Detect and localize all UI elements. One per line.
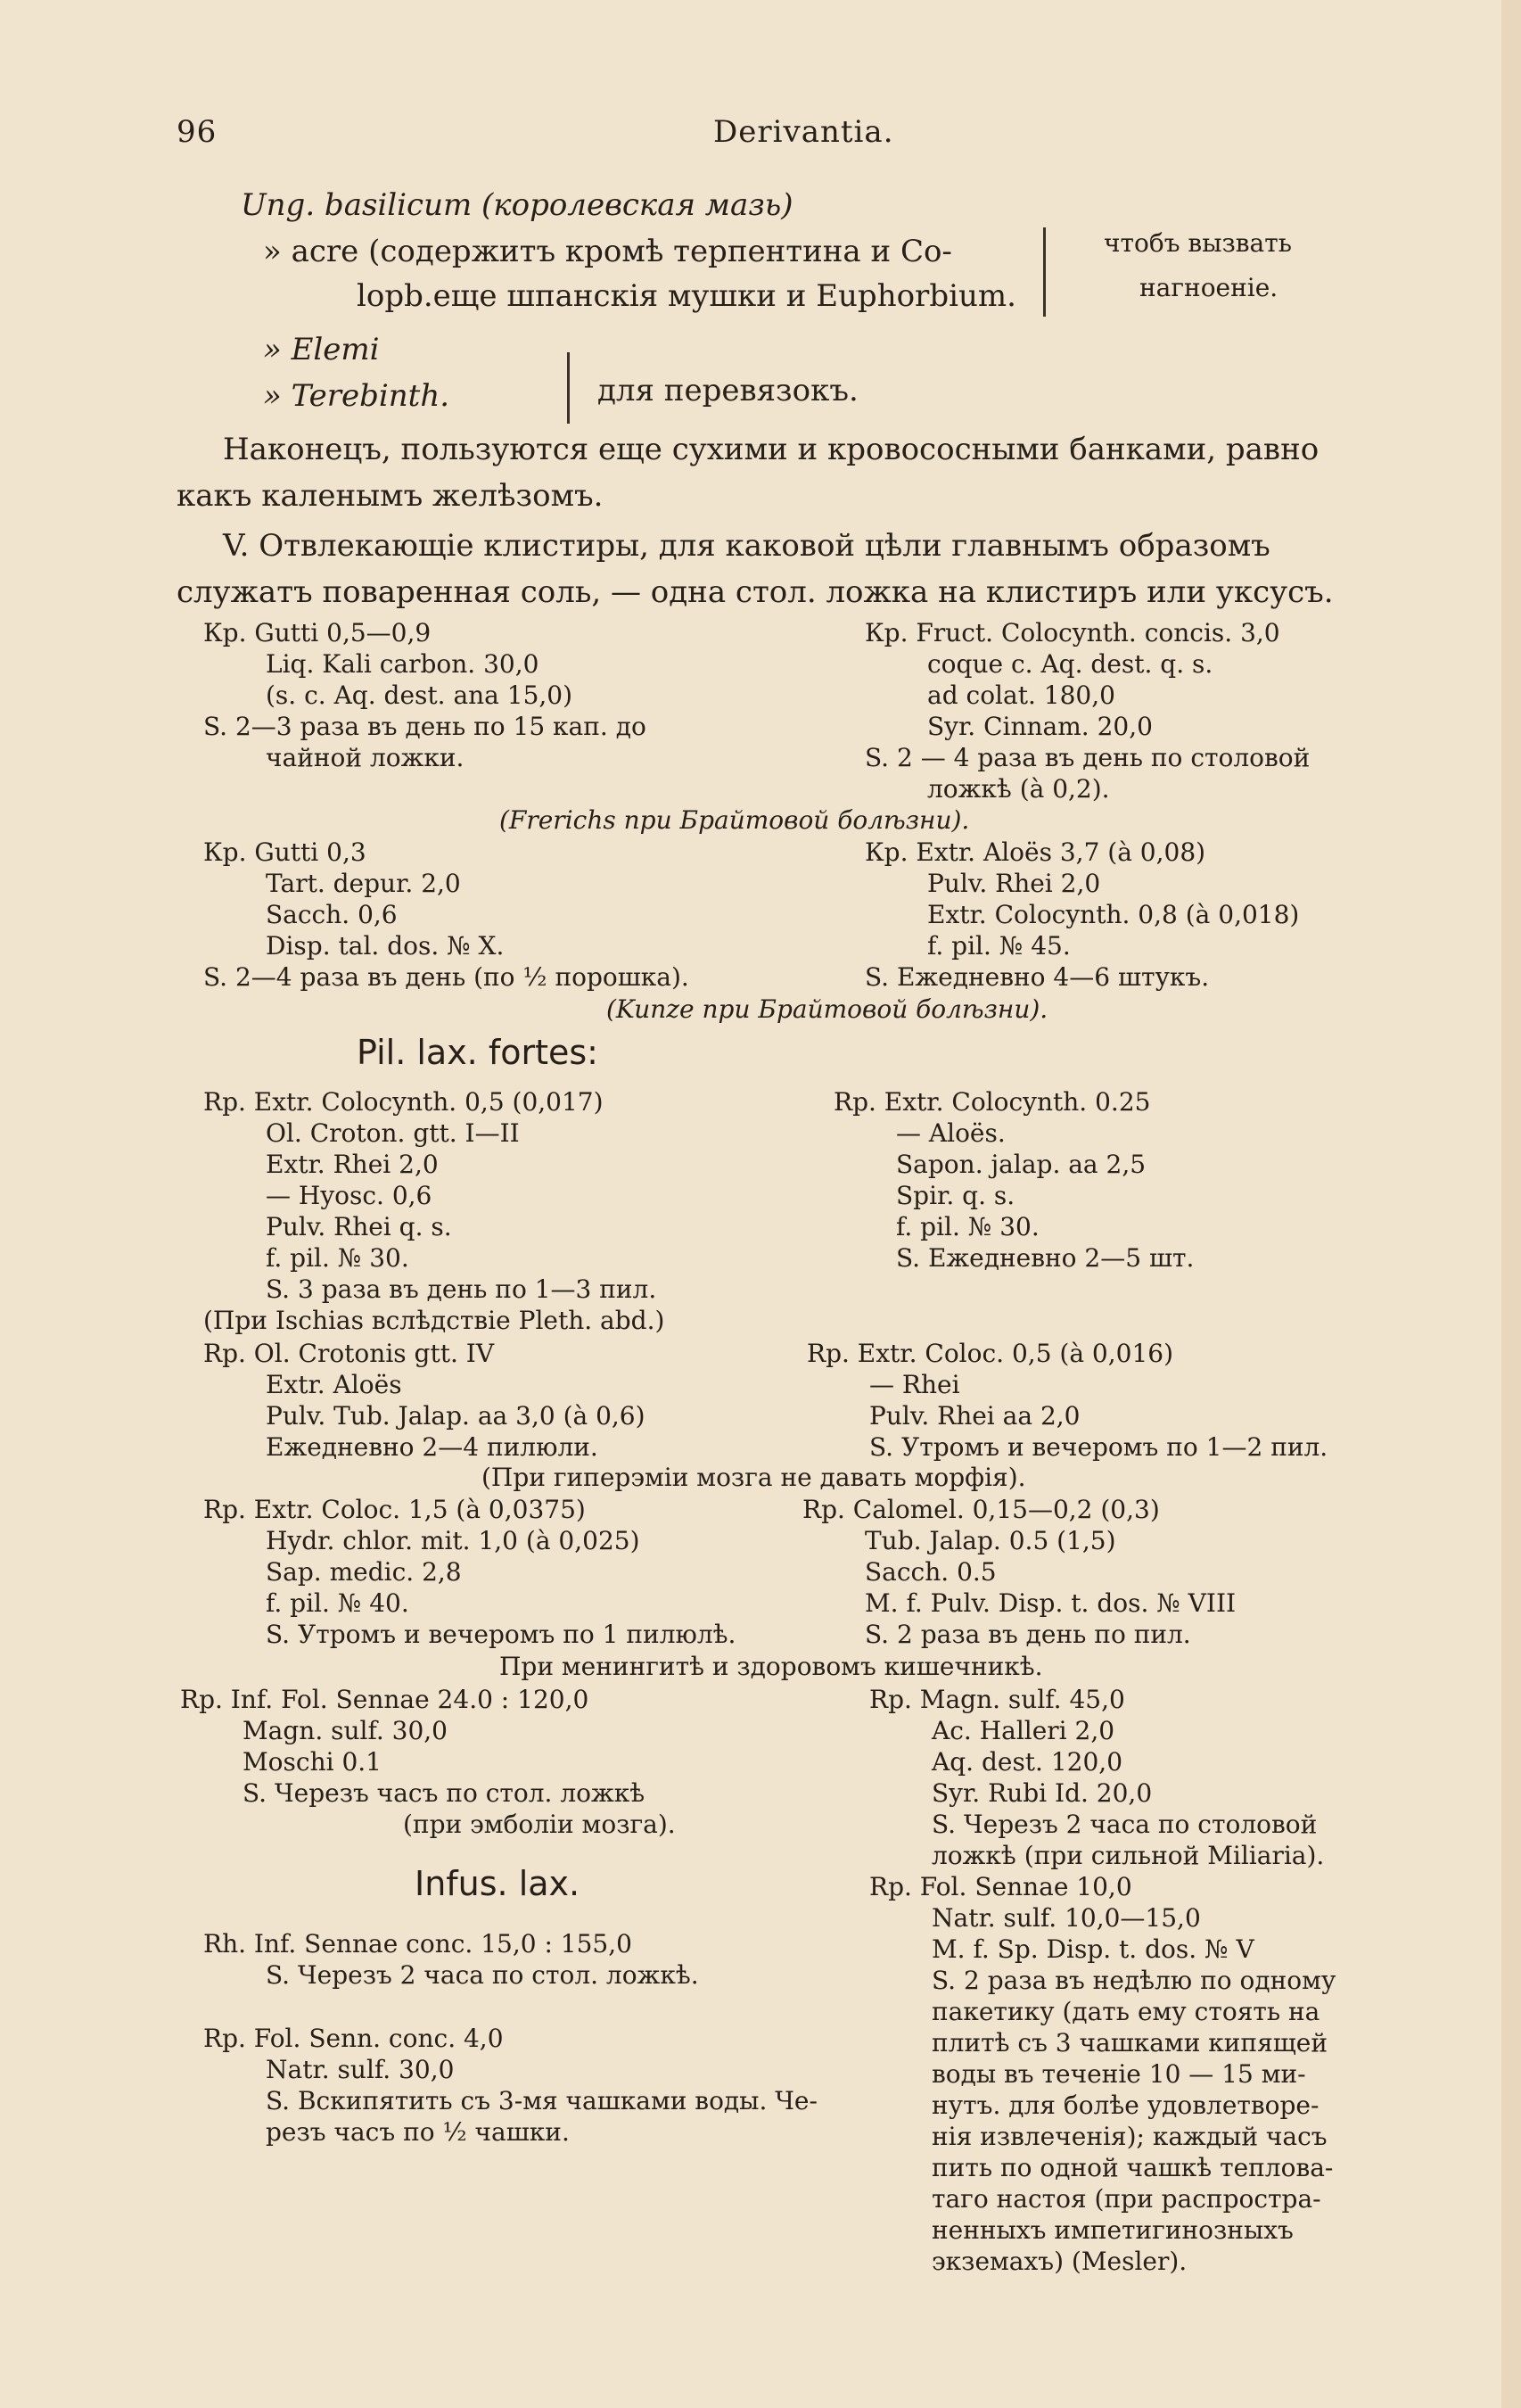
recipe-line: чайной ложки.	[266, 743, 465, 772]
recipe-line: Rp. Fol. Sennae 10,0	[869, 1872, 1132, 1901]
recipe-line: плитѣ съ 3 чашками кипящей	[932, 2028, 1328, 2058]
recipe-line: Tub. Jalap. 0.5 (1,5)	[865, 1526, 1116, 1555]
recipe-line: f. pil. № 30.	[266, 1243, 409, 1273]
recipe-line: S. 2 раза въ день по пил.	[865, 1620, 1191, 1649]
recipe-line: резъ часъ по ½ чашки.	[266, 2117, 570, 2147]
recipe-line: coque c. Aq. dest. q. s.	[927, 649, 1213, 679]
recipe-line: Rh. Inf. Sennae conc. 15,0 : 155,0	[203, 1929, 632, 1959]
caption-4: (При гиперэміи мозга не давать морфія).	[481, 1463, 1026, 1492]
recipe-line: Liq. Kali carbon. 30,0	[266, 649, 539, 679]
paragraph-1b: какъ каленымъ желѣзомъ.	[177, 478, 604, 514]
recipe-line: Rp. Extr. Coloc. 1,5 (à 0,0375)	[203, 1495, 586, 1524]
bracket-note-2: нагноеніе.	[1139, 273, 1278, 302]
recipe-line: экземахъ) (Mesler).	[932, 2247, 1188, 2276]
recipe-line: f. pil. № 40.	[266, 1588, 409, 1618]
recipe-line: Pulv. Rhei aa 2,0	[869, 1401, 1081, 1431]
recipe-line: — Rhei	[869, 1370, 960, 1399]
recipe-line: M. f. Sp. Disp. t. dos. № V	[932, 1934, 1254, 1964]
recipe-line: Ежедневно 2—4 пилюли.	[266, 1432, 598, 1462]
recipe-line: Rp. Inf. Fol. Sennae 24.0 : 120,0	[180, 1685, 589, 1714]
recipe-line: Tart. depur. 2,0	[266, 869, 461, 898]
recipe-block-2-left	[203, 837, 689, 993]
recipe-line: Rp. Extr. Coloc. 0,5 (à 0,016)	[807, 1339, 1174, 1368]
recipe-line: — Hyosc. 0,6	[266, 1181, 432, 1210]
recipe-line: Disp. tal. dos. № X.	[266, 931, 505, 961]
recipe-line: ложкѣ (при сильной Miliaria).	[932, 1841, 1325, 1870]
recipe-line: Rp. Fol. Senn. conc. 4,0	[203, 2024, 504, 2053]
recipe-line: Кр. Extr. Aloës 3,7 (à 0,08)	[865, 837, 1206, 867]
recipe-block-6-right	[869, 1684, 1336, 2277]
recipe-block-4-left	[203, 1338, 645, 1463]
intro-line-4: » Elemi	[263, 332, 380, 367]
bracket-note-3: для перевязокъ.	[597, 373, 859, 408]
running-title: Derivantia.	[713, 114, 894, 150]
recipe-line: S. 2 раза въ недѣлю по одному	[932, 1966, 1336, 1995]
recipe-line: Ac. Halleri 2,0	[932, 1716, 1115, 1745]
recipe-line: Sacch. 0,6	[266, 900, 398, 929]
intro-line-5: » Terebinth.	[263, 378, 450, 414]
recipe-line: S. Ежедневно 4—6 штукъ.	[865, 962, 1210, 992]
recipe-line: Rp. Calomel. 0,15—0,2 (0,3)	[802, 1495, 1160, 1524]
recipe-line: S. Утромъ и вечеромъ по 1 пилюлѣ.	[266, 1620, 736, 1649]
recipe-line: — Aloës.	[896, 1118, 1006, 1148]
recipe-line: Spir. q. s.	[896, 1181, 1015, 1210]
recipe-line: S. Ежедневно 2—5 шт.	[896, 1243, 1195, 1273]
paragraph-1a: Наконецъ, пользуются еще сухими и кровососными банками, равно	[223, 432, 1320, 467]
recipe-line: f. pil. № 45.	[927, 931, 1071, 961]
recipe-line: (s. c. Aq. dest. ana 15,0)	[266, 680, 573, 710]
recipe-line: Sap. medic. 2,8	[266, 1557, 462, 1587]
paragraph-2b: служатъ поваренная соль, — одна стол. ложка на клистиръ или уксусъ.	[177, 574, 1334, 610]
recipe-line: S. 2—3 раза въ день по 15 кап. до	[203, 712, 646, 741]
recipe-line: Hydr. chlor. mit. 1,0 (à 0,025)	[266, 1526, 640, 1555]
recipe-line: ложкѣ (à 0,2).	[927, 774, 1110, 804]
recipe-line: S. Черезъ 2 часа по стол. ложкѣ.	[266, 1960, 699, 1990]
recipe-line: M. f. Pulv. Disp. t. dos. № VIII	[865, 1588, 1237, 1618]
recipe-line: Aq. dest. 120,0	[932, 1747, 1123, 1777]
recipe-line: ad colat. 180,0	[927, 680, 1115, 710]
heading-pil-lax: Pil. lax. fortes:	[357, 1033, 598, 1072]
recipe-line: Pulv. Rhei q. s.	[266, 1212, 452, 1241]
recipe-line: Кр. Fruct. Colocynth. concis. 3,0	[865, 618, 1280, 647]
intro-line-2: » acre (содержитъ кромѣ терпентина и Co-	[263, 234, 952, 269]
recipe-line: (При Ischias вслѣдствіе Pleth. abd.)	[203, 1306, 665, 1335]
recipe-line: (при эмболіи мозга).	[403, 1810, 676, 1839]
recipe-line: S. 3 раза въ день по 1—3 пил.	[266, 1274, 657, 1304]
recipe-block-6-left-2	[203, 1928, 699, 1991]
recipe-block-1-left	[203, 617, 646, 773]
bracket-2	[567, 352, 570, 424]
recipe-line: Magn. sulf. 30,0	[243, 1716, 448, 1745]
bracket-1	[1043, 227, 1046, 317]
recipe-block-2-right	[865, 837, 1299, 993]
bracket-note-1: чтобъ вызвать	[1104, 228, 1292, 258]
recipe-line: S. Вскипятить съ 3-мя чашками воды. Че-	[266, 2086, 818, 2115]
recipe-block-1-right	[865, 617, 1310, 804]
recipe-line: Natr. sulf. 10,0—15,0	[932, 1903, 1201, 1933]
recipe-line: Extr. Colocynth. 0,8 (à 0,018)	[927, 900, 1300, 929]
intro-line-1: Ung. basilicum (королевская мазь)	[241, 187, 793, 223]
recipe-line: Кр. Gutti 0,3	[203, 837, 366, 867]
recipe-line: Sacch. 0.5	[865, 1557, 997, 1587]
recipe-line: S. 2—4 раза въ день (по ½ порошка).	[203, 962, 689, 992]
recipe-block-5-right	[802, 1494, 1236, 1650]
recipe-block-3-right	[834, 1086, 1194, 1274]
recipe-line: Rp. Magn. sulf. 45,0	[869, 1685, 1125, 1714]
recipe-block-6-left	[180, 1684, 676, 1840]
recipe-line: Rp. Ol. Crotonis gtt. IV	[203, 1339, 495, 1368]
recipe-line: Extr. Rhei 2,0	[266, 1150, 439, 1179]
recipe-line: Rp. Extr. Colocynth. 0,5 (0,017)	[203, 1087, 604, 1117]
recipe-line: ненныхъ импетигинозныхъ	[932, 2215, 1294, 2245]
recipe-line: нутъ. для болѣе удовлетворе-	[932, 2091, 1320, 2120]
recipe-block-4-right	[807, 1338, 1328, 1463]
recipe-line: пакетику (дать ему стоять на	[932, 1997, 1320, 2026]
page-edge	[1501, 0, 1521, 2408]
intro-line-3: lopb.еще шпанскія мушки и Euphorbium.	[357, 278, 1016, 314]
recipe-line: Natr. sulf. 30,0	[266, 2055, 455, 2084]
recipe-line: S. Черезъ 2 часа по столовой	[932, 1810, 1318, 1839]
recipe-line: Moschi 0.1	[243, 1747, 382, 1777]
recipe-line: нія извлеченія); каждый часъ	[932, 2122, 1328, 2151]
recipe-line: S. 2 — 4 раза въ день по столовой	[865, 743, 1311, 772]
recipe-line: пить по одной чашкѣ теплова-	[932, 2153, 1334, 2182]
recipe-line: Pulv. Rhei 2,0	[927, 869, 1101, 898]
recipe-line: S. Утромъ и вечеромъ по 1—2 пил.	[869, 1432, 1328, 1462]
recipe-line: таго настоя (при распростра-	[932, 2184, 1321, 2214]
recipe-line: f. pil. № 30.	[896, 1212, 1040, 1241]
recipe-block-5-left	[203, 1494, 736, 1650]
recipe-line: Pulv. Tub. Jalap. aa 3,0 (à 0,6)	[266, 1401, 645, 1431]
recipe-line: Sapon. jalap. aa 2,5	[896, 1150, 1147, 1179]
caption-1: (Frerichs при Брайтовой болѣзни).	[499, 805, 970, 835]
recipe-block-3-left	[203, 1086, 664, 1336]
heading-infus-lax: Infus. lax.	[415, 1864, 580, 1903]
recipe-line: Syr. Cinnam. 20,0	[927, 712, 1153, 741]
recipe-line: Syr. Rubi Id. 20,0	[932, 1778, 1153, 1808]
recipe-line: Ol. Croton. gtt. I—II	[266, 1118, 520, 1148]
caption-5: При менингитѣ и здоровомъ кишечникѣ.	[499, 1652, 1043, 1681]
paragraph-2a: V. Отвлекающіе клистиры, для каковой цѣли главнымъ образомъ	[223, 528, 1270, 564]
recipe-line: Rp. Extr. Colocynth. 0.25	[834, 1087, 1151, 1117]
recipe-line: Кр. Gutti 0,5—0,9	[203, 618, 432, 647]
recipe-line: S. Черезъ часъ по стол. ложкѣ	[243, 1778, 645, 1808]
recipe-line: воды въ теченіе 10 — 15 ми-	[932, 2059, 1306, 2089]
caption-2: (Kunze при Брайтовой болѣзни).	[606, 994, 1048, 1024]
page-number: 96	[177, 114, 218, 150]
recipe-block-6-left-3	[203, 2023, 818, 2148]
recipe-line: Extr. Aloës	[266, 1370, 402, 1399]
